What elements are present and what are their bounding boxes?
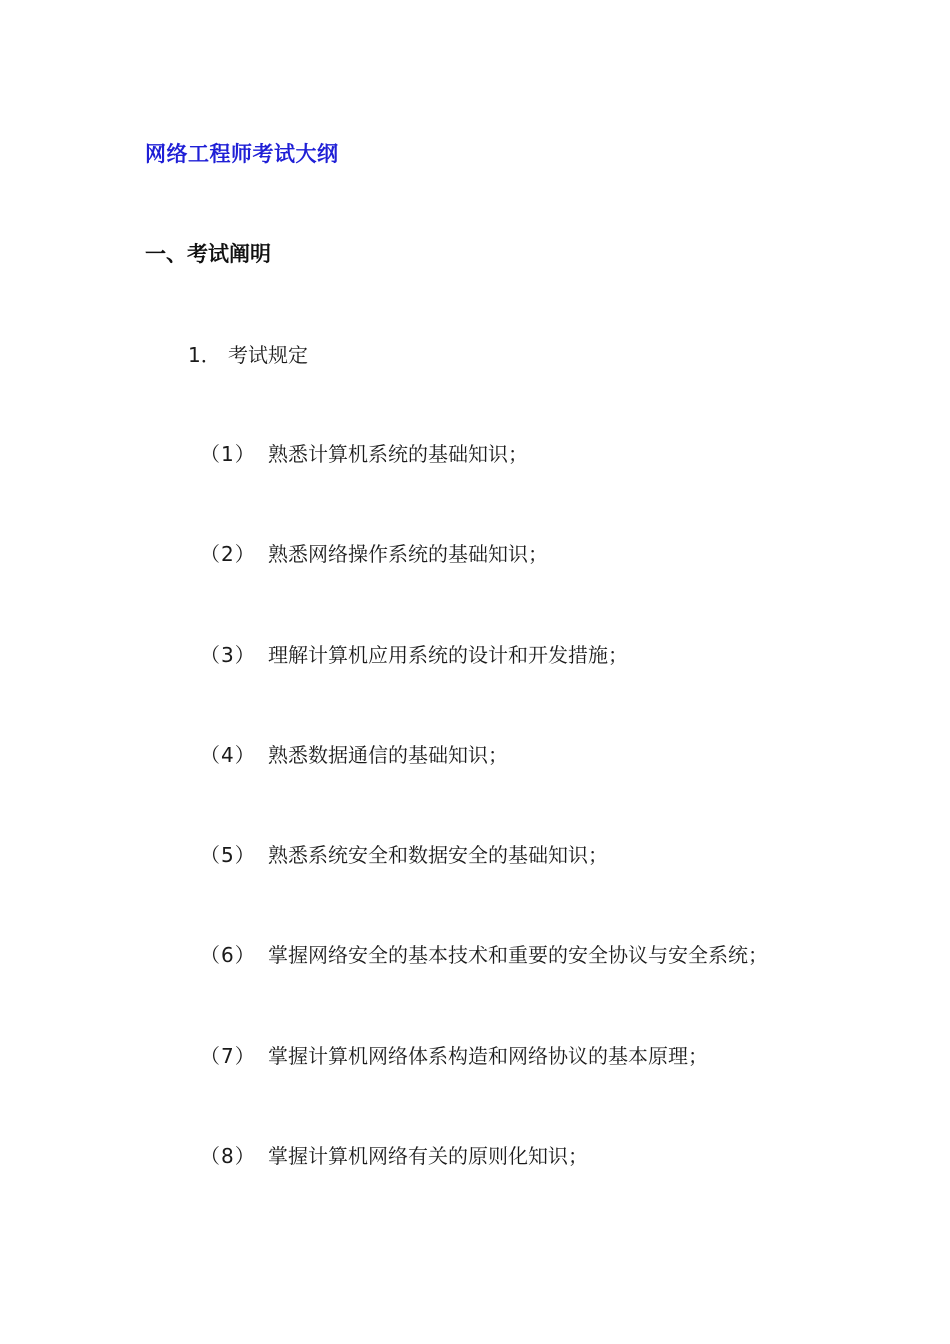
section-heading: 一、考试阐明	[145, 242, 271, 266]
list-item-text: 熟悉计算机系统的基础知识；	[268, 442, 528, 466]
document-title: 网络工程师考试大纲	[145, 142, 339, 166]
list-item	[200, 639, 768, 739]
list-item-marker: （7）	[200, 1043, 256, 1068]
list-item	[200, 739, 768, 839]
list-item-marker: （3）	[200, 642, 256, 667]
list-item-marker: （1）	[200, 442, 256, 466]
list-item-marker: （8）	[200, 1144, 256, 1169]
list-item-text: 熟悉数据通信的基础知识；	[268, 742, 508, 767]
list-item-text: 掌握计算机网络体系构造和网络协议的基本原理；	[268, 1043, 708, 1068]
list-item	[200, 538, 768, 638]
list-item-marker: （5）	[200, 843, 256, 868]
list-item	[200, 1040, 768, 1140]
list-item-text: 理解计算机应用系统的设计和开发措施；	[268, 642, 628, 667]
list-item	[200, 438, 768, 538]
list-item-marker: （6）	[200, 943, 256, 968]
list-item-marker: （4）	[200, 742, 256, 767]
requirements-list	[200, 438, 768, 1240]
subsection-label: 考试规定	[228, 343, 308, 367]
list-item	[200, 939, 768, 1039]
list-item-marker: （2）	[200, 542, 256, 567]
list-item-text: 熟悉网络操作系统的基础知识；	[268, 542, 548, 567]
list-item	[200, 839, 768, 939]
list-item-text: 熟悉系统安全和数据安全的基础知识；	[268, 843, 608, 868]
subsection-number: 1．	[188, 343, 221, 367]
subsection-heading	[188, 339, 308, 368]
list-item-text: 掌握计算机网络有关的原则化知识；	[268, 1144, 588, 1169]
list-item	[200, 1140, 768, 1240]
list-item-text: 掌握网络安全的基本技术和重要的安全协议与安全系统；	[268, 943, 768, 968]
